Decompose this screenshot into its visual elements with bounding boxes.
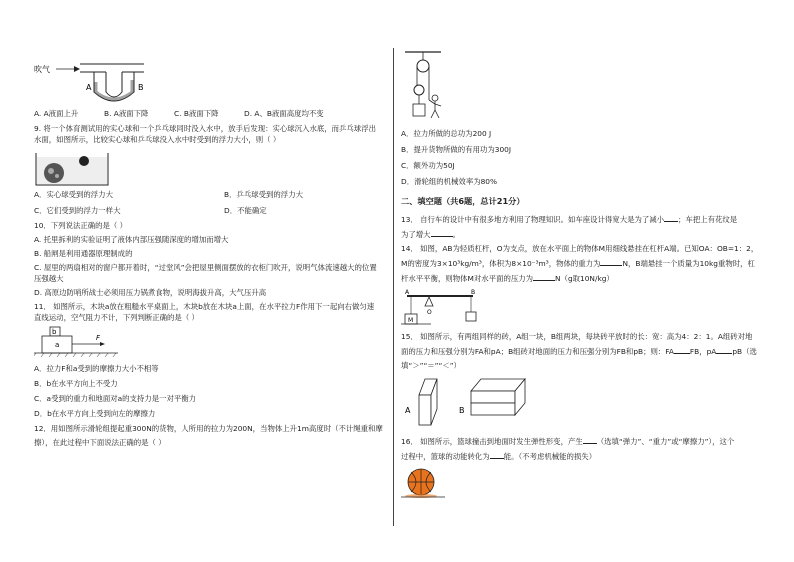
lever-diagram xyxy=(401,286,491,328)
q13-blank2[interactable] xyxy=(431,228,453,237)
q11-line1: 11． 如图所示，木块a放在粗糙水平桌面上，木块b放在木块a上面，在水平拉力F作用下一起向右做匀速 xyxy=(34,302,375,311)
lever-label-a: A xyxy=(405,289,410,296)
q12-option-a: A．拉力所做的总功为200 J xyxy=(401,129,492,138)
q14-line2 xyxy=(401,257,761,269)
q16-blank2[interactable] xyxy=(490,450,504,459)
q12-line2: 擦），在此过程中下面说法正确的是（ ） xyxy=(34,438,166,447)
q11-line2: 直线运动，空气阻力不计，下列判断正确的是（ ） xyxy=(34,313,199,322)
lever-label-b: B xyxy=(471,289,476,296)
lever-figure xyxy=(401,286,761,328)
q14-blank2[interactable] xyxy=(533,272,555,281)
q14-line1: 14． 如图，AB为轻质杠杆，O为支点，放在水平面上的物体M用细线悬挂在杠杆A端。已知OA：OB=1：2， xyxy=(401,244,759,253)
q14-blank1[interactable] xyxy=(600,257,622,266)
q9-option-d: D．不能确定 xyxy=(224,206,267,215)
u-tube-figure xyxy=(34,58,386,102)
q16-line2-end: 能。（不考虑机械能的损失） xyxy=(503,452,597,461)
section-title: 二、填空题（共6题，总计21分） xyxy=(401,196,525,206)
q12-line1: 12．用如图所示滑轮组提起重300N的货物，人所用的拉力为200N，当物体上升1m高度时（不计绳重和摩 xyxy=(34,424,383,433)
pulley-figure xyxy=(401,48,761,124)
pulley-diagram xyxy=(401,48,461,124)
q9-line1: 9. 将一个体育测试用的实心球和一个乒乓球同时没入水中，放手后发现：实心球沉入水底，而乒乓球浮出 xyxy=(34,124,376,133)
block-a-label: a xyxy=(55,341,60,349)
q9-option-a: A．实心球受到的浮力大 xyxy=(34,190,113,199)
q13-line2-end: 。 xyxy=(452,230,460,239)
q15-blank1[interactable] xyxy=(674,345,690,354)
q14-line2-end: N，B端悬挂一个质量为10kg重物时，杠 xyxy=(622,259,755,268)
q9-options-row1 xyxy=(34,189,386,200)
q13-line2 xyxy=(401,228,761,240)
lever-label-o: O xyxy=(427,309,432,316)
q10-option-a: A. 托里拆利的实验证明了液体内部压强随深度的增加而增大 xyxy=(34,235,229,244)
bricks-diagram xyxy=(401,375,541,429)
q12-option-d: D．滑轮组的机械效率为80% xyxy=(401,177,498,186)
q15-line2-end: pB（选 xyxy=(732,347,757,356)
q11-option-a: A．拉力F和a受到的摩擦力大小不相等 xyxy=(34,364,159,373)
q13-line1-text: 13． 自行车的设计中有很多地方利用了物理知识。如车座设计得宽大是为了减小 xyxy=(401,215,665,224)
q12-option-b: B．提升货物所做的有用功为300J xyxy=(401,145,512,154)
bricks-figure xyxy=(401,375,761,429)
q8-option-a: A. A液面上升 xyxy=(34,109,79,118)
q9-option-b: B．乒乓球受到的浮力大 xyxy=(224,190,303,199)
blow-label: 吹气 xyxy=(34,65,50,74)
q14-line3 xyxy=(401,272,761,284)
basketball-figure xyxy=(401,466,761,500)
q8-options xyxy=(34,108,386,119)
u-tube-diagram xyxy=(34,58,154,102)
q12-option-c: C．额外功为50J xyxy=(401,161,455,170)
q15-line3: 填“＞”“＝”“＜”） xyxy=(401,361,461,370)
q16-blank1[interactable] xyxy=(583,435,597,444)
q9-option-c: C．它们受到的浮力一样大 xyxy=(34,206,121,215)
q8-option-d: D. A、B液面高度均不变 xyxy=(244,109,324,118)
q10-option-c-line1: C. 屋里的两扇相对的窗户都开着时，“过堂风”会把屋里侧面摆放的衣柜门吹开，说明气体流速越大的位置 xyxy=(34,263,377,272)
u-tube-label-b: B xyxy=(138,83,144,92)
q16-line1-text: 16． 如图所示，篮球撞击到地面时发生弹性形变，产生 xyxy=(401,437,583,446)
q16-line1-mid: （选填“弹力”、“重力”或“摩擦力”），这个 xyxy=(596,437,735,446)
q15-line2-text: 面的压力和压强分别为FA和pA；B组砖对地面的压力和压强分别为FB和pB；则：FA xyxy=(401,347,674,356)
q11-option-c: C．a受到的重力和地面对a的支持力是一对平衡力 xyxy=(34,394,197,403)
column-divider xyxy=(393,48,394,526)
blocks-figure xyxy=(34,325,386,359)
q15-line2-mid: FB，pA xyxy=(689,347,717,356)
left-column xyxy=(34,58,386,448)
right-column xyxy=(401,48,761,500)
q10-option-c-line2: 压强越大 xyxy=(34,274,64,283)
q13-line1 xyxy=(401,213,761,225)
q16-line2 xyxy=(401,450,761,462)
basketball-icon xyxy=(401,466,451,500)
q13-blank1[interactable] xyxy=(664,213,678,222)
bricks-label-a: A xyxy=(405,406,411,415)
u-tube-label-a: A xyxy=(86,83,92,92)
q10-option-b: B. 船闸是利用通器原理制成的 xyxy=(34,249,133,258)
force-f-label: F xyxy=(96,334,101,342)
q9-options-row2 xyxy=(34,205,386,216)
lever-label-m: M xyxy=(408,317,414,324)
blocks-diagram xyxy=(34,325,124,359)
q15-line2 xyxy=(401,345,761,357)
bricks-label-b: B xyxy=(459,406,465,415)
ball-tank-figure xyxy=(34,149,386,189)
q10-option-d: D. 高原边防哨所战士必须用压力锅煮食物，说明海拔升高，大气压升高 xyxy=(34,288,267,297)
q15-blank2[interactable] xyxy=(716,345,732,354)
q13-line2-text: 为了增大 xyxy=(401,230,431,239)
q9-line2: 水面，如图所示，比较实心球和乒乓球没入水中时受到的浮力大小，则（ ） xyxy=(34,135,281,144)
q14-line2-text: M的密度为3×10³kg/m³，体积为8×10⁻³m³，物体的重力为 xyxy=(401,259,601,268)
q15-line1: 15． 如图所示，有两组同样的砖，A组一块，B组两块，每块砖平放时的长：宽：高为4：2：1。A组砖对地 xyxy=(401,332,753,341)
q8-option-b: B. A液面下降 xyxy=(104,109,149,118)
q16-line1 xyxy=(401,435,761,447)
q8-option-c: C. B液面下降 xyxy=(174,109,219,118)
q11-option-d: D．b在水平方向上受到向左的摩擦力 xyxy=(34,409,156,418)
q14-line3-end: N（g取10N/kg） xyxy=(555,274,614,283)
block-b-label: b xyxy=(52,328,57,336)
q13-line1-end: ；车把上有花纹是 xyxy=(678,215,738,224)
q16-line2-text: 过程中，篮球的动能转化为 xyxy=(401,452,490,461)
q11-option-b: B．b在水平方向上不受力 xyxy=(34,379,118,388)
q14-line3-text: 杆水平平衡，则物体M对水平面的压力为 xyxy=(401,274,534,283)
q10-stem: 10．下列说法正确的是（ ） xyxy=(34,221,128,230)
ball-tank-diagram xyxy=(34,149,114,187)
